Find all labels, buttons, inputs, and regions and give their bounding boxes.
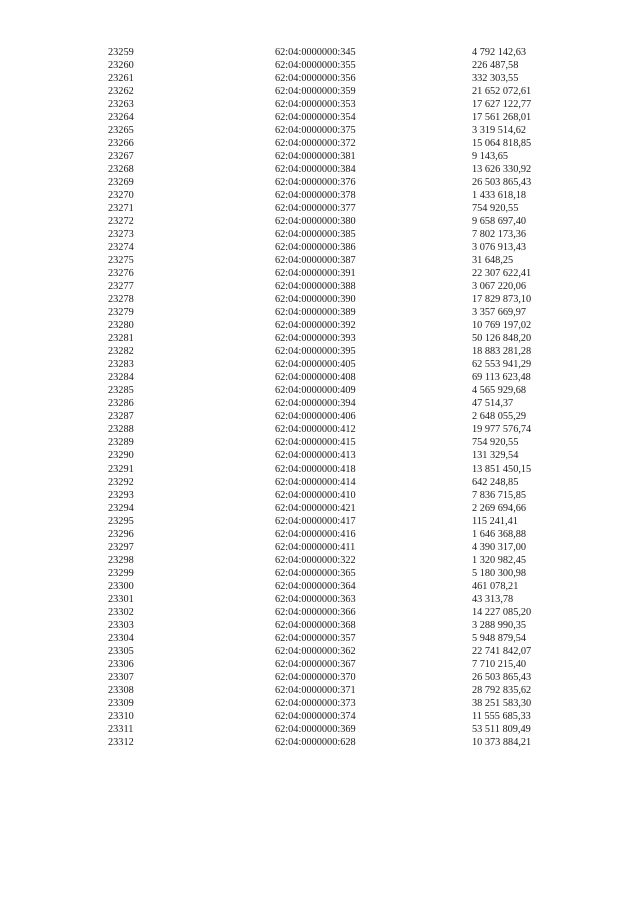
table-row [108,723,578,736]
table-row [108,163,578,176]
cadastral-number-cell: 62:04:0000000:369 [275,723,356,735]
cadastral-value-cell: 2 269 694,66 [472,502,527,514]
cadastral-value-cell: 754 920,55 [472,437,519,449]
cadastral-number-cell: 62:04:0000000:410 [275,489,356,501]
row-number-cell: 23311 [108,723,134,735]
table-row [108,228,578,241]
cadastral-number-cell: 62:04:0000000:365 [275,567,356,579]
table-row [108,632,578,645]
cadastral-value-cell: 1 320 982,45 [472,554,527,566]
cadastral-number-cell: 62:04:0000000:406 [275,411,356,423]
cadastral-value-cell: 2 648 055,29 [472,411,527,423]
row-number-cell: 23310 [108,710,134,722]
cadastral-number-cell: 62:04:0000000:412 [275,424,356,436]
table-row [108,436,578,449]
cadastral-value-cell: 19 977 576,74 [472,424,532,436]
cadastral-number-cell: 62:04:0000000:391 [275,268,356,280]
cadastral-value-cell: 3 076 913,43 [472,242,527,254]
cadastral-number-cell: 62:04:0000000:362 [275,645,356,657]
row-number-cell: 23274 [108,242,134,254]
cadastral-number-cell: 62:04:0000000:373 [275,697,356,709]
table-row [108,319,578,332]
row-number-cell: 23295 [108,515,134,527]
cadastral-value-cell: 4 565 929,68 [472,385,527,397]
table-row [108,124,578,137]
cadastral-number-cell: 62:04:0000000:354 [275,112,356,124]
cadastral-value-cell: 10 373 884,21 [472,736,532,748]
row-number-cell: 23296 [108,528,134,540]
table-row [108,410,578,423]
row-number-cell: 23293 [108,489,134,501]
cadastral-value-cell: 38 251 583,30 [472,697,532,709]
cadastral-value-cell: 131 329,54 [472,450,519,462]
cadastral-value-cell: 47 514,37 [472,398,514,410]
row-number-cell: 23304 [108,632,134,644]
table-row [108,423,578,436]
cadastral-value-cell: 3 319 514,62 [472,125,527,137]
row-number-cell: 23269 [108,177,134,189]
cadastral-number-cell: 62:04:0000000:368 [275,619,356,631]
cadastral-number-cell: 62:04:0000000:411 [275,541,356,553]
cadastral-number-cell: 62:04:0000000:409 [275,385,356,397]
cadastral-number-cell: 62:04:0000000:355 [275,60,356,72]
cadastral-number-cell: 62:04:0000000:322 [275,554,356,566]
row-number-cell: 23263 [108,99,134,111]
cadastral-value-cell: 5 180 300,98 [472,567,527,579]
row-number-cell: 23284 [108,372,134,384]
row-number-cell: 23259 [108,47,134,58]
cadastral-number-cell: 62:04:0000000:408 [275,372,356,384]
cadastral-value-cell: 26 503 865,43 [472,177,532,189]
table-row [108,72,578,85]
row-number-cell: 23260 [108,60,134,72]
cadastral-number-cell: 62:04:0000000:375 [275,125,356,137]
cadastral-value-cell: 7 710 215,40 [472,658,527,670]
row-number-cell: 23271 [108,203,134,215]
table-row [108,476,578,489]
cadastral-number-cell: 62:04:0000000:416 [275,528,356,540]
cadastral-number-cell: 62:04:0000000:392 [275,320,356,332]
row-number-cell: 23306 [108,658,134,670]
row-number-cell: 23283 [108,359,134,371]
cadastral-value-cell: 1 433 618,18 [472,190,527,202]
table-row [108,658,578,671]
cadastral-number-cell: 62:04:0000000:418 [275,463,356,475]
cadastral-number-cell: 62:04:0000000:628 [275,736,356,748]
cadastral-value-cell: 642 248,85 [472,476,519,488]
table-row [108,345,578,358]
cadastral-number-cell: 62:04:0000000:378 [275,190,356,202]
cadastral-value-cell: 4 390 317,00 [472,541,527,553]
table-row [108,710,578,723]
row-number-cell: 23288 [108,424,134,436]
cadastral-value-cell: 69 113 623,48 [472,372,531,384]
cadastral-value-cell: 28 792 835,62 [472,684,532,696]
row-number-cell: 23261 [108,73,134,85]
cadastral-value-cell: 22 741 842,07 [472,645,532,657]
row-number-cell: 23281 [108,333,134,345]
table-row [108,280,578,293]
cadastral-number-cell: 62:04:0000000:370 [275,671,356,683]
table-row [108,215,578,228]
row-number-cell: 23291 [108,463,134,475]
row-number-cell: 23308 [108,684,134,696]
cadastral-value-cell: 7 836 715,85 [472,489,527,501]
row-number-cell: 23303 [108,619,134,631]
row-number-cell: 23290 [108,450,134,462]
cadastral-number-cell: 62:04:0000000:381 [275,151,356,163]
table-row [108,463,578,476]
cadastral-number-cell: 62:04:0000000:385 [275,229,356,241]
cadastral-number-cell: 62:04:0000000:388 [275,281,356,293]
table-row [108,554,578,567]
cadastral-value-cell: 53 511 809,49 [472,723,531,735]
cadastral-value-cell: 9 143,65 [472,151,509,163]
cadastral-number-cell: 62:04:0000000:417 [275,515,356,527]
table-row [108,671,578,684]
cadastral-value-cell: 21 652 072,61 [472,86,532,98]
cadastral-number-cell: 62:04:0000000:390 [275,294,356,306]
row-number-cell: 23262 [108,86,134,98]
table-row [108,254,578,267]
table-row [108,306,578,319]
cadastral-value-cell: 11 555 685,33 [472,710,531,722]
table-row [108,515,578,528]
table-row [108,371,578,384]
row-number-cell: 23272 [108,216,134,228]
row-number-cell: 23305 [108,645,134,657]
row-number-cell: 23294 [108,502,134,514]
row-number-cell: 23264 [108,112,134,124]
cadastral-value-cell: 43 313,78 [472,593,514,605]
row-number-cell: 23273 [108,229,134,241]
table-row [108,46,578,59]
table-row [108,684,578,697]
cadastral-value-cell: 31 648,25 [472,255,514,267]
table-row [108,267,578,280]
table-row [108,502,578,515]
row-number-cell: 23275 [108,255,134,267]
row-number-cell: 23286 [108,398,134,410]
cadastral-value-cell: 17 627 122,77 [472,99,532,111]
cadastral-number-cell: 62:04:0000000:377 [275,203,356,215]
cadastral-value-cell: 13 626 330,92 [472,164,532,176]
table-row [108,528,578,541]
row-number-cell: 23270 [108,190,134,202]
cadastral-number-cell: 62:04:0000000:395 [275,346,356,358]
cadastral-value-cell: 3 357 669,97 [472,307,527,319]
cadastral-value-cell: 50 126 848,20 [472,333,532,345]
cadastral-value-cell: 26 503 865,43 [472,671,532,683]
cadastral-number-cell: 62:04:0000000:415 [275,437,356,449]
cadastral-number-cell: 62:04:0000000:393 [275,333,356,345]
cadastral-number-cell: 62:04:0000000:345 [275,47,356,58]
cadastral-number-cell: 62:04:0000000:356 [275,73,356,85]
table-row [108,619,578,632]
cadastral-value-cell: 461 078,21 [472,580,519,592]
cadastral-number-cell: 62:04:0000000:413 [275,450,356,462]
row-number-cell: 23292 [108,476,134,488]
row-number-cell: 23298 [108,554,134,566]
table-row [108,150,578,163]
row-number-cell: 23265 [108,125,134,137]
table-row [108,241,578,254]
table-row [108,176,578,189]
row-number-cell: 23276 [108,268,134,280]
cadastral-value-cell: 754 920,55 [472,203,519,215]
cadastral-number-cell: 62:04:0000000:357 [275,632,356,644]
table-row [108,137,578,150]
row-number-cell: 23300 [108,580,134,592]
cadastral-value-cell: 226 487,58 [472,60,519,72]
table-row [108,489,578,502]
table-row [108,59,578,72]
row-number-cell: 23277 [108,281,134,293]
cadastral-value-cell: 17 829 873,10 [472,294,532,306]
cadastral-number-cell: 62:04:0000000:363 [275,593,356,605]
cadastral-value-cell: 15 064 818,85 [472,138,532,150]
cadastral-number-cell: 62:04:0000000:371 [275,684,356,696]
cadastral-value-cell: 13 851 450,15 [472,463,532,475]
table-row [108,567,578,580]
cadastral-number-cell: 62:04:0000000:384 [275,164,356,176]
cadastral-value-cell: 62 553 941,29 [472,359,532,371]
cadastral-number-cell: 62:04:0000000:387 [275,255,356,267]
row-number-cell: 23299 [108,567,134,579]
cadastral-number-cell: 62:04:0000000:386 [275,242,356,254]
row-number-cell: 23297 [108,541,134,553]
row-number-cell: 23312 [108,736,134,748]
cadastral-number-cell: 62:04:0000000:376 [275,177,356,189]
cadastral-value-cell: 9 658 697,40 [472,216,527,228]
table-row [108,293,578,306]
cadastral-value-cell: 22 307 622,41 [472,268,532,280]
table-row [108,98,578,111]
cadastral-number-cell: 62:04:0000000:367 [275,658,356,670]
cadastral-value-cell: 4 792 142,63 [472,47,527,58]
row-number-cell: 23279 [108,307,134,319]
cadastral-number-cell: 62:04:0000000:389 [275,307,356,319]
row-number-cell: 23307 [108,671,134,683]
table-row [108,697,578,710]
cadastral-value-cell: 332 303,55 [472,73,519,85]
cadastral-value-cell: 3 288 990,35 [472,619,527,631]
cadastral-number-cell: 62:04:0000000:366 [275,606,356,618]
row-number-cell: 23309 [108,697,134,709]
row-number-cell: 23289 [108,437,134,449]
table-row [108,111,578,124]
table-row [108,332,578,345]
cadastral-value-cell: 115 241,41 [472,515,518,527]
table-row [108,202,578,215]
table-row [108,85,578,98]
cadastral-number-cell: 62:04:0000000:380 [275,216,356,228]
table-row [108,358,578,371]
cadastral-number-cell: 62:04:0000000:364 [275,580,356,592]
row-number-cell: 23266 [108,138,134,150]
table-row [108,580,578,593]
cadastral-number-cell: 62:04:0000000:414 [275,476,356,488]
cadastral-number-cell: 62:04:0000000:394 [275,398,356,410]
row-number-cell: 23301 [108,593,134,605]
cadastral-value-cell: 18 883 281,28 [472,346,532,358]
cadastral-value-cell: 3 067 220,06 [472,281,527,293]
cadastral-number-cell: 62:04:0000000:421 [275,502,356,514]
cadastral-value-cell: 7 802 173,36 [472,229,527,241]
cadastral-value-table [108,46,578,749]
cadastral-value-cell: 14 227 085,20 [472,606,532,618]
table-row [108,449,578,462]
table-row [108,541,578,554]
cadastral-value-cell: 1 646 368,88 [472,528,527,540]
row-number-cell: 23278 [108,294,134,306]
table-row [108,736,578,749]
cadastral-number-cell: 62:04:0000000:353 [275,99,356,111]
cadastral-number-cell: 62:04:0000000:374 [275,710,356,722]
table-row [108,189,578,202]
row-number-cell: 23287 [108,411,134,423]
table-row [108,397,578,410]
row-number-cell: 23280 [108,320,134,332]
cadastral-value-cell: 10 769 197,02 [472,320,532,332]
row-number-cell: 23302 [108,606,134,618]
row-number-cell: 23285 [108,385,134,397]
table-row [108,384,578,397]
cadastral-number-cell: 62:04:0000000:405 [275,359,356,371]
cadastral-value-cell: 17 561 268,01 [472,112,532,124]
cadastral-number-cell: 62:04:0000000:372 [275,138,356,150]
row-number-cell: 23282 [108,346,134,358]
cadastral-value-cell: 5 948 879,54 [472,632,527,644]
table-row [108,606,578,619]
table-row [108,645,578,658]
table-body [108,46,578,749]
row-number-cell: 23267 [108,151,134,163]
table-row [108,593,578,606]
cadastral-number-cell: 62:04:0000000:359 [275,86,356,98]
row-number-cell: 23268 [108,164,134,176]
